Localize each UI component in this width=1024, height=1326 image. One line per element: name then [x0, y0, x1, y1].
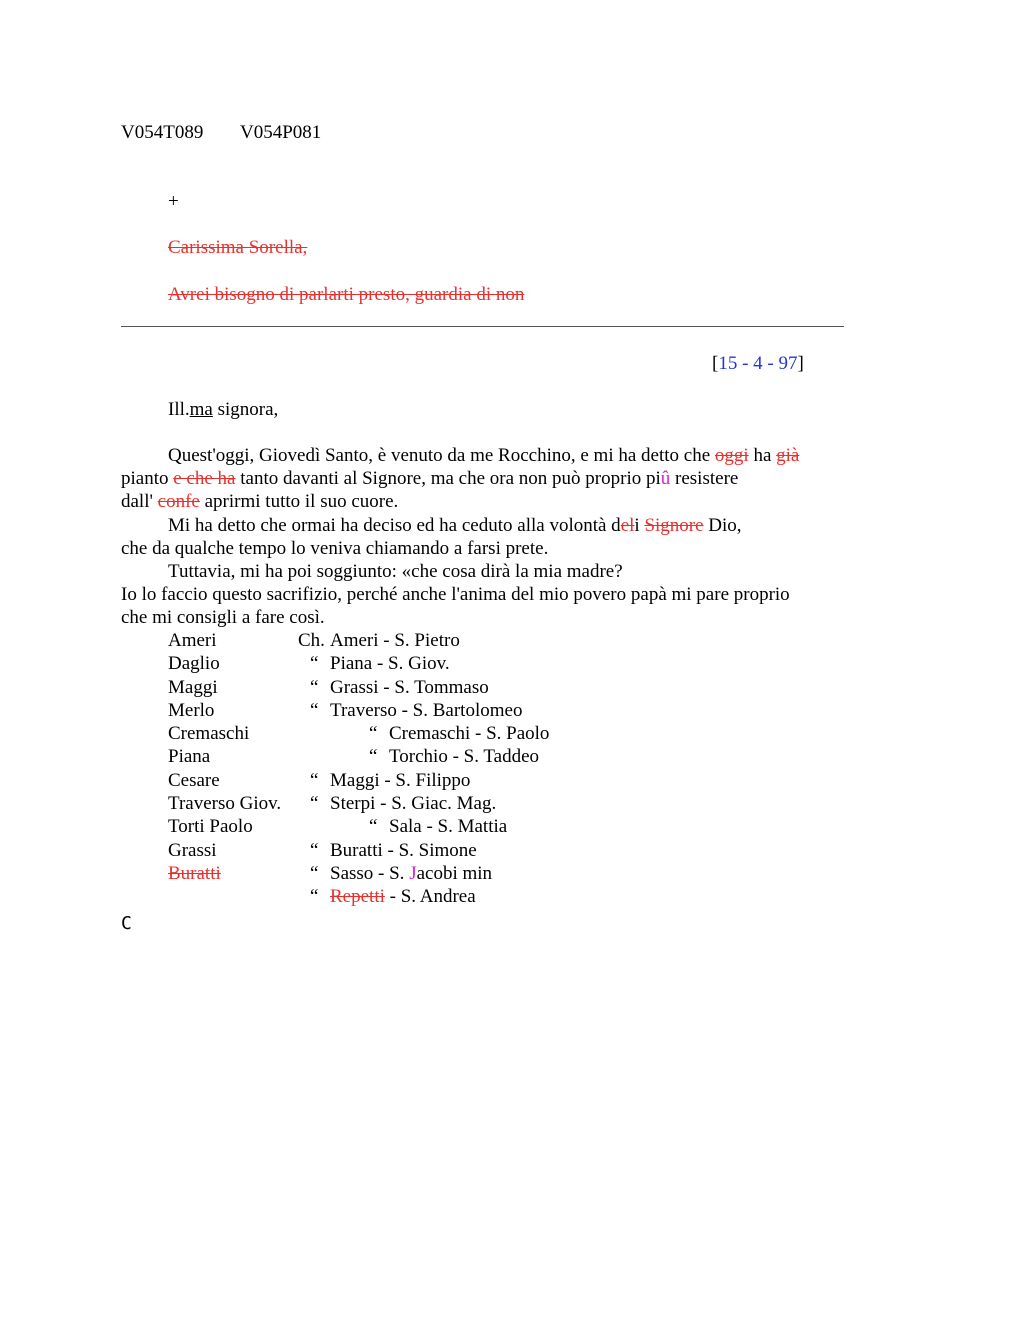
list-name: Cesare	[168, 770, 220, 791]
document-code-p: V054P081	[240, 122, 322, 143]
list-assignment: Traverso - S. Bartolomeo	[330, 700, 523, 721]
text-run: dall'	[121, 491, 158, 512]
list-name: Torti Paolo	[168, 816, 253, 837]
footer-mark: C	[121, 913, 132, 934]
list-mark: “	[369, 816, 378, 837]
para3-line2: Io lo faccio questo sacrifizio, perché anche l'anima del mio povero papà mi pare proprio	[121, 584, 790, 605]
date-bracket-open: [	[712, 353, 719, 374]
list-assignment: Sala - S. Mattia	[389, 816, 508, 837]
list-assignment: Piana - S. Giov.	[330, 653, 450, 674]
list-name: Traverso Giov.	[168, 793, 282, 814]
deletion: oggi	[714, 445, 749, 466]
deletion: Signore	[644, 515, 704, 536]
document-code-t: V054T089	[121, 122, 204, 143]
insertion: J	[409, 863, 417, 884]
para2-line2: che da qualche tempo lo veniva chiamando a farsi prete.	[121, 538, 549, 559]
greeting-abbr: ma	[189, 399, 213, 420]
list-mark: “	[310, 840, 319, 861]
para2-line1	[168, 514, 742, 537]
text-run: Sasso - S.	[330, 863, 410, 884]
draft-salutation: Carissima Sorella,	[168, 237, 308, 258]
greeting-rest: signora,	[212, 399, 279, 420]
list-name: Cremaschi	[168, 723, 250, 744]
para1-line3	[121, 490, 398, 513]
list-mark: “	[369, 746, 378, 767]
text-run: - S. Andrea	[384, 886, 476, 907]
list-name: Ameri	[168, 630, 217, 651]
text-run: Dio,	[703, 515, 742, 536]
list-mark: “	[310, 653, 319, 674]
list-assignment	[330, 885, 476, 908]
para3-line1: Tuttavia, mi ha poi soggiunto: «che cosa dirà la mia madre?	[168, 561, 623, 582]
list-mark: “	[310, 700, 319, 721]
list-name: Grassi	[168, 840, 217, 861]
list-mark: “	[310, 793, 319, 814]
list-name: Maggi	[168, 677, 218, 698]
deletion: el	[620, 515, 635, 536]
insertion: û	[660, 468, 671, 489]
list-mark: Ch.	[298, 630, 325, 651]
deletion: e che ha	[173, 468, 236, 489]
date-value: 15 - 4 - 97	[718, 353, 798, 374]
list-assignment: Sterpi - S. Giac. Mag.	[330, 793, 497, 814]
text-run: Mi ha detto che ormai ha deciso ed ha ceduto alla volontà d	[168, 515, 621, 536]
cross-symbol: +	[168, 191, 179, 212]
list-assignment: Cremaschi - S. Paolo	[389, 723, 550, 744]
deletion: Repetti	[330, 886, 385, 907]
list-name-deleted: Buratti	[168, 863, 221, 884]
list-assignment: Maggi - S. Filippo	[330, 770, 471, 791]
list-assignment	[330, 862, 492, 885]
text-run: ha	[748, 445, 777, 466]
list-mark: “	[369, 723, 378, 744]
draft-sentence: Avrei bisogno di parlarti presto, guardia di non	[168, 284, 525, 305]
list-mark: “	[310, 677, 319, 698]
separator-rule	[121, 326, 844, 327]
text-run: resistere	[670, 468, 739, 489]
letter-date	[712, 352, 804, 375]
text-run: tanto davanti al Signore, ma che ora non può proprio pi	[235, 468, 661, 489]
text-run: i	[634, 515, 645, 536]
date-bracket-close: ]	[797, 353, 804, 374]
deletion: confe	[157, 491, 200, 512]
list-assignment: Grassi - S. Tommaso	[330, 677, 489, 698]
list-assignment: Buratti - S. Simone	[330, 840, 477, 861]
list-name: Piana	[168, 746, 211, 767]
list-mark: “	[310, 886, 319, 907]
list-assignment: Torchio - S. Taddeo	[389, 746, 540, 767]
para3-line3: che mi consigli a fare così.	[121, 607, 325, 628]
text-run: pianto	[121, 468, 174, 489]
para1-line1	[168, 444, 799, 467]
text-run: acobi min	[416, 863, 493, 884]
list-assignment: Ameri - S. Pietro	[330, 630, 460, 651]
list-name: Merlo	[168, 700, 215, 721]
para1-line2	[121, 467, 738, 490]
greeting	[168, 398, 278, 421]
list-name: Daglio	[168, 653, 220, 674]
list-mark: “	[310, 863, 319, 884]
text-run: Quest'oggi, Giovedì Santo, è venuto da me Rocchino, e mi ha detto che	[168, 445, 715, 466]
deletion: già	[776, 445, 800, 466]
text-run: aprirmi tutto il suo cuore.	[199, 491, 399, 512]
list-mark: “	[310, 770, 319, 791]
greeting-prefix: Ill.	[168, 399, 190, 420]
